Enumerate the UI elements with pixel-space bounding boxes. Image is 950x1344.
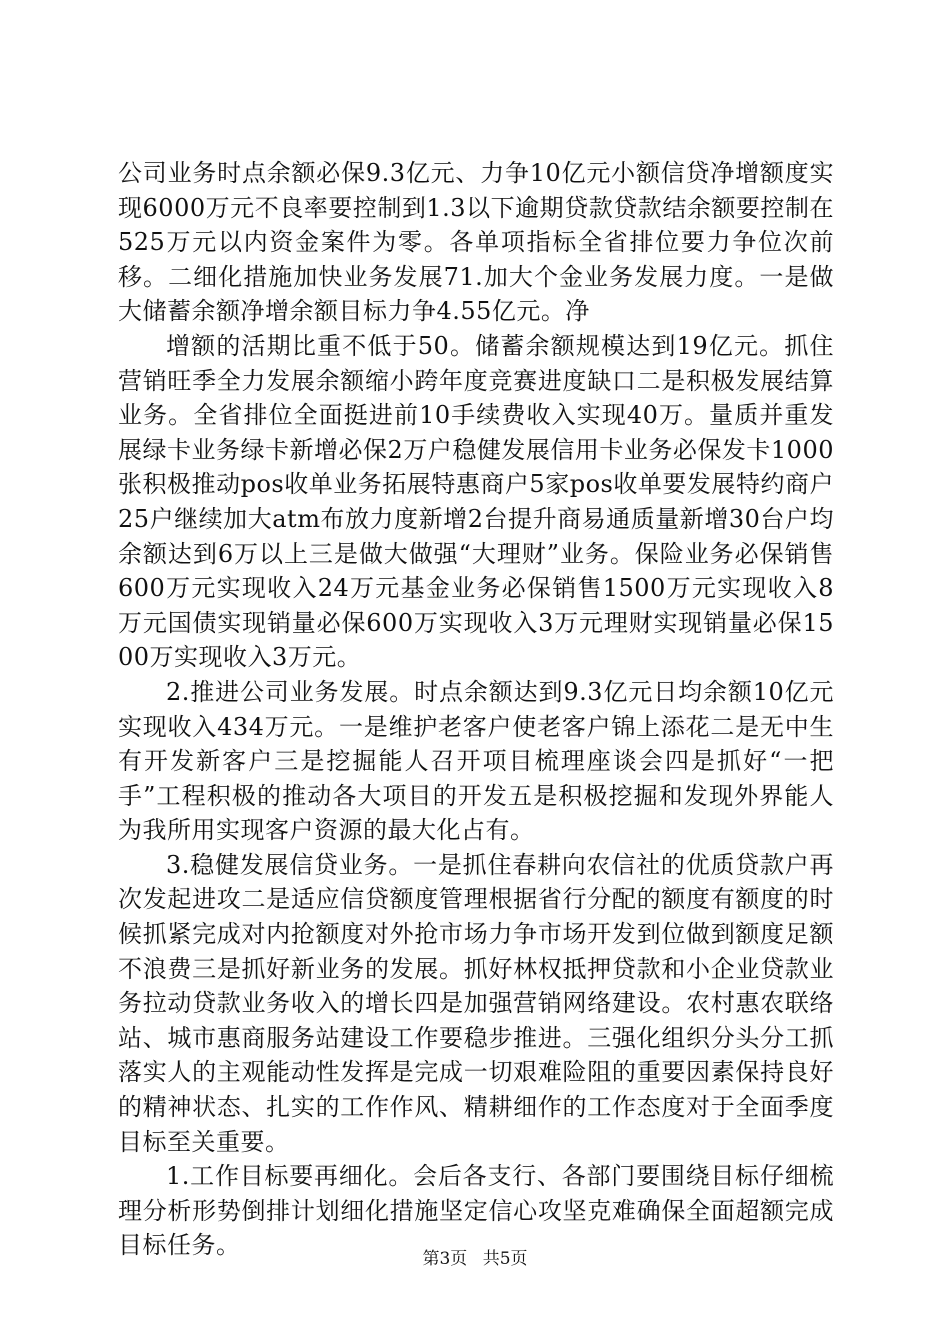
page-number: 第3页 bbox=[422, 1249, 468, 1269]
paragraph-2: 增额的活期比重不低于50。储蓄余额规模达到19亿元。抓住营销旺季全力发展余额缩小跨年度竞赛进度缺口二是积极发展结算业务。全省排位全面挺进前10手续费收入实现40万。量质并重发展绿卡业务绿卡新增必保2万户稳健发展信用卡业务必保发卡1000张积极推动pos收单业务拓展特惠商户5家pos收单要发展特约商户25户继续加大atm布放力度新增2台提升商易通质量新增30台户均余额达到6万以上三是做大做强“大理财”业务。保险业务必保销售600万元实现收入24万元基金业务必保销售1500万元实现收入8万元国债实现销量必保600万实现收入3万元理财实现销量必保1500万实现收入3万元。 bbox=[118, 331, 834, 672]
page-footer bbox=[0, 1248, 950, 1270]
paragraph-1: 公司业务时点余额必保9.3亿元、力争10亿元小额信贷净增额度实现6000万元不良率要控制到1.3以下逾期贷款贷款结余额要控制在525万元以内资金案件为零。各单项指标全省排位要力争位次前移。二细化措施加快业务发展71.加大个金业务发展力度。一是做大储蓄余额净增余额目标力争4.55亿元。净 bbox=[118, 159, 834, 326]
page-total: 共5页 bbox=[482, 1249, 528, 1269]
paragraph-4: 3.稳健发展信贷业务。一是抓住春耕向农信社的优质贷款户再次发起进攻二是适应信贷额度管理根据省行分配的额度有额度的时候抓紧完成对内抢额度对外抢市场力争市场开发到位做到额度足额不浪费三是抓好新业务的发展。抓好林权抵押贷款和小企业贷款业务拉动贷款业务收入的增长四是加强营销网络建设。农村惠农联络站、城市惠商服务站建设工作要稳步推进。三强化组织分头分工抓落实人的主观能动性发挥是完成一切艰难险阻的重要因素保持良好的精神状态、扎实的工作作风、精耕细作的工作态度对于全面季度目标至关重要。 bbox=[118, 850, 834, 1156]
paragraph-5: 1.工作目标要再细化。会后各支行、各部门要围绕目标仔细梳理分析形势倒排计划细化措施坚定信心攻坚克难确保全面超额完成目标任务。 bbox=[118, 1162, 834, 1260]
paragraph-3: 2.推进公司业务发展。时点余额达到9.3亿元日均余额10亿元实现收入434万元。一是维护老客户使老客户锦上添花二是无中生有开发新客户三是挖掘能人召开项目梳理座谈会四是抓好“一把手”工程积极的推动各大项目的开发五是积极挖掘和发现外界能人为我所用实现客户资源的最大化占有。 bbox=[118, 677, 834, 845]
document-body bbox=[118, 156, 834, 1263]
